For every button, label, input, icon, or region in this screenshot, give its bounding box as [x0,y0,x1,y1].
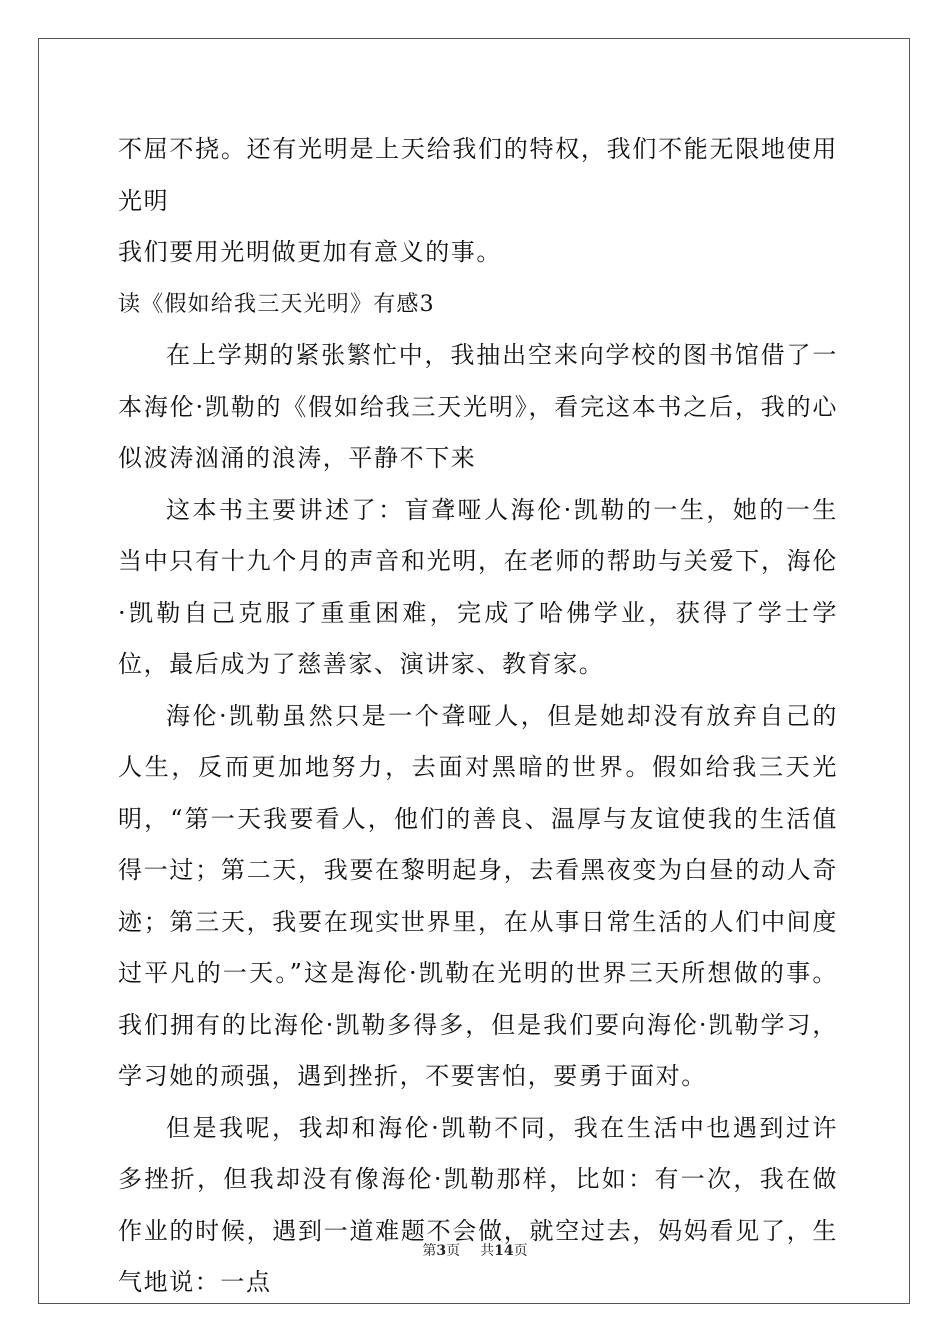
paragraph: 海伦·凯勒虽然只是一个聋哑人，但是她却没有放弃自己的人生，反而更加地努力，去面对黑暗的世界。假如给我三天光明，“第一天我要看人，他们的善良、温厚与友谊使我的生活值得一过；第二天，我要在黎明起身，去看黑夜变为白昼的动人奇迹；第三天，我要在现实世界里，在从事日常生活的人们中间度过平凡的一天。”这是海伦·凯勒在光明的世界三天所想做的事。我们拥有的比海伦·凯勒多得多，但是我们要向海伦·凯勒学习，学习她的顽强，遇到挫折，不要害怕，要勇于面对。 [118,701,838,1090]
total-prefix: 共 [480,1243,495,1259]
continuation-line: 我们要用光明做更加有意义的事。 [118,238,502,266]
page-prefix: 第 [422,1243,437,1259]
continuation-line: 不屈不挠。还有光明是上天给我们的特权，我们不能无限地使用光明 [118,135,838,215]
document-body [118,124,838,1309]
total-suffix: 页 [513,1243,528,1259]
page-footer [0,1240,950,1260]
paragraph: 在上学期的紧张繁忙中，我抽出空来向学校的图书馆借了一本海伦·凯勒的《假如给我三天光明》，看完这本书之后，我的心似波涛汹涌的浪涛，平静不下来 [118,341,838,472]
paragraph: 但是我呢，我却和海伦·凯勒不同，我在生活中也遇到过许多挫折，但我却没有像海伦·凯勒那样，比如：有一次，我在做作业的时候，遇到一道难题不会做，就空过去，妈妈看见了，生气地说：一点 [118,1113,838,1296]
paragraph: 这本书主要讲述了：盲聋哑人海伦·凯勒的一生，她的一生当中只有十九个月的声音和光明，在老师的帮助与关爱下，海伦·凯勒自己克服了重重困难，完成了哈佛学业，获得了学士学位，最后成为了慈善家、演讲家、教育家。 [118,495,838,678]
section-heading: 读《假如给我三天光明》有感3 [118,291,435,317]
page-suffix: 页 [446,1243,461,1259]
current-page-number: 3 [436,1243,447,1259]
total-pages-number: 14 [494,1243,514,1259]
